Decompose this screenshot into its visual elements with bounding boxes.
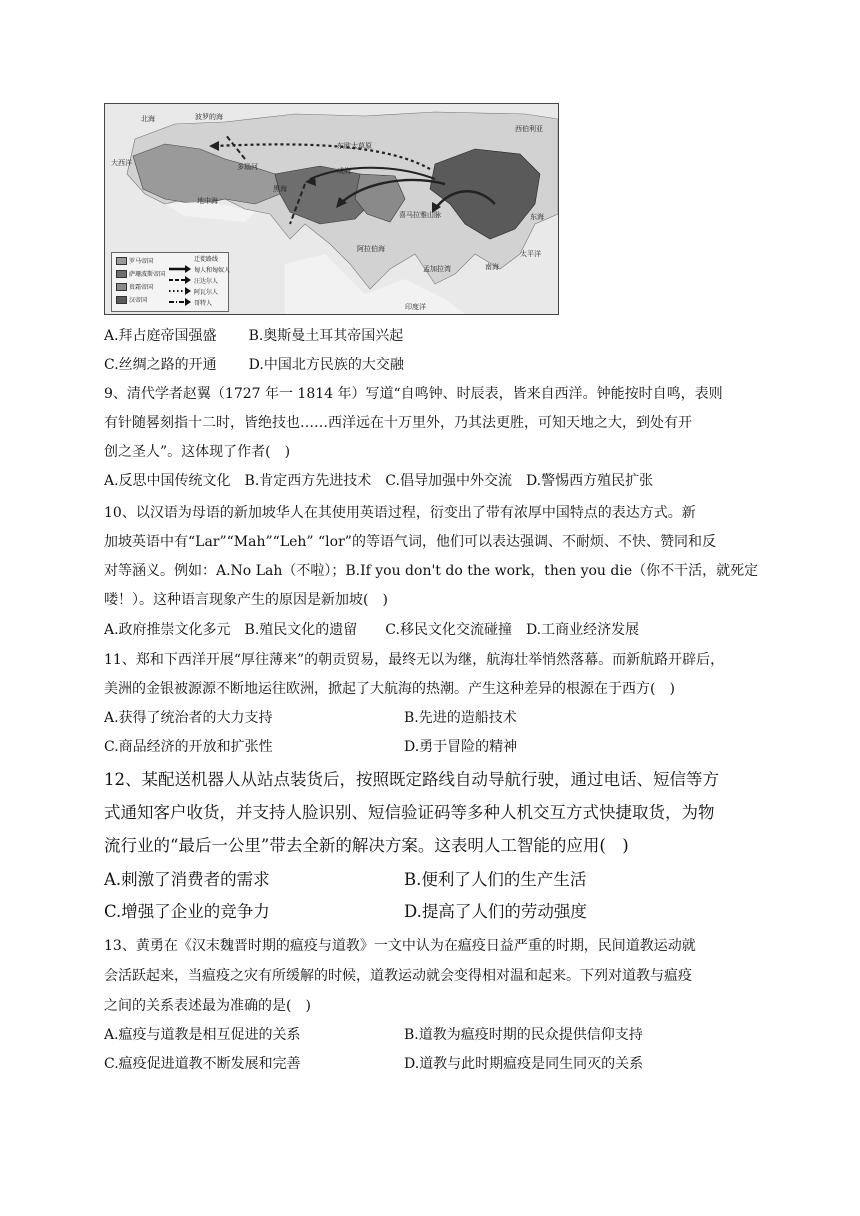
map-label-bengal: 孟加拉湾: [423, 265, 451, 273]
legend-item-han: 汉帝国: [129, 297, 148, 304]
q9-stem-line-1: 9、清代学者赵翼（1727 年一 1814 年）写道“自鸣钟、时辰表，皆来自西洋。钟能按时自鸣，表则: [104, 386, 723, 402]
legend-swatch-kushan: [116, 283, 127, 291]
legend-item-sasanian: 萨珊波斯帝国: [129, 271, 166, 278]
map-label-siberia: 西伯利亚: [515, 125, 543, 133]
legend-route-goths: 哥特人: [194, 300, 213, 307]
q13-option-c: C.瘟疫促进道教不断发展和完善: [104, 1056, 301, 1072]
map-label-himalaya: 喜马拉雅山脉: [399, 211, 441, 219]
legend-route-migration: 迁徙路线: [194, 256, 219, 263]
map-label-pacific: 太平洋: [520, 250, 541, 258]
legend-swatch-roman: [116, 257, 127, 265]
q10-stem-line-3: 对等涵义。例如：A.No Lah（不啦）；B.If you don't do the work，then you die（你不干活，就死定: [104, 563, 759, 579]
map-label-caspian: 咸海: [337, 167, 351, 175]
legend-item-roman: 罗马帝国: [129, 258, 154, 265]
q8-option-d: D.中国北方民族的大交融: [248, 357, 404, 373]
q13-option-b: B.道教为瘟疫时期的民众提供信仰支持: [404, 1027, 643, 1043]
q10-stem-line-2: 加坡英语中有“Lar”“Mah”“Leh” “lor”的等语气词，他们可以表达强调、不耐烦、不快、赞同和反: [104, 534, 716, 550]
q13-option-d: D.道教与此时期瘟疫是同生同灭的关系: [404, 1056, 644, 1072]
q11-stem-line-2: 美洲的金银被源源不断地运往欧洲，掀起了大航海的热潮。产生这种差异的根源在于西方( ): [104, 681, 675, 697]
q8-options-row-1: [104, 326, 403, 346]
q8-option-c: C.丝绸之路的开通: [104, 357, 217, 373]
q13-stem-line-2: 会活跃起来，当瘟疫之灾有所缓解的时候，道教运动就会变得相对温和起来。下列对道教与瘟疫: [104, 968, 692, 984]
migration-map-figure: [104, 103, 559, 315]
map-label-south-sea: 南海: [485, 263, 499, 271]
q11-option-a: A.获得了统治者的大力支持: [104, 710, 273, 726]
legend-swatch-sasanian: [116, 270, 127, 278]
legend-route-vandals: 汪达尔人: [194, 278, 219, 285]
map-label-danube: 多瑙河: [237, 163, 258, 171]
map-label-mediterranean: 地中海: [197, 197, 218, 205]
map-label-east-europe-steppe: 东欧大草原: [337, 142, 372, 150]
map-label-arabian-sea: 阿拉伯海: [357, 245, 385, 253]
q10-stem-line-1: 10、以汉语为母语的新加坡华人在其使用英语过程，衍变出了带有浓厚中国特点的表达方式。新: [104, 505, 696, 521]
map-label-atlantic: 大西洋: [111, 159, 132, 167]
q9-options: A.反思中国传统文化 B.肯定西方先进技术 C.倡导加强中外交流 D.警惕西方殖民扩张: [104, 473, 654, 489]
q12-option-a: A.刺激了消费者的需求: [104, 870, 270, 889]
q9-stem-line-3: 创之圣人”。这体现了作者( ): [104, 444, 291, 460]
q8-option-a: A.拜占庭帝国强盛: [104, 328, 217, 344]
legend-arrow-symbols: [167, 253, 193, 311]
q12-stem-line-1: 12、某配送机器人从站点装货后，按照既定路线自动导航行驶，通过电话、短信等方: [104, 770, 719, 789]
map-label-black-sea: 黑海: [273, 185, 287, 193]
q9-stem-line-2: 有针随晷刻指十二时，皆绝技也……西洋远在十万里外，乃其法更胜，可知天地之大，到处有开: [104, 415, 692, 431]
legend-swatch-han: [116, 296, 127, 304]
q10-stem-line-4: 喽！）。这种语言现象产生的原因是新加坡( ): [104, 592, 388, 608]
q10-options: A.政府推崇文化多元 B.殖民文化的遗留 C.移民文化交流碰撞 D.工商业经济发展: [104, 622, 640, 638]
legend-route-huns: 匈人和匈奴人: [194, 267, 231, 274]
q12-stem-line-2: 式通知客户收货，并支持人脸识别、短信验证码等多种人机交互方式快捷取货，为物: [104, 803, 715, 822]
q8-options-row-2: [104, 355, 404, 375]
q12-option-c: C.增强了企业的竞争力: [104, 902, 270, 921]
map-label-baltic: 波罗的海: [195, 113, 223, 121]
q12-option-b: B.便利了人们的生产生活: [404, 870, 587, 889]
q8-option-b: B.奥斯曼土耳其帝国兴起: [248, 328, 404, 344]
q12-stem-line-3: 流行业的“最后一公里”带去全新的解决方案。这表明人工智能的应用( ): [104, 836, 629, 855]
map-label-east-sea: 东海: [530, 213, 544, 221]
map-legend: [111, 252, 229, 312]
q11-option-d: D.勇于冒险的精神: [404, 739, 518, 755]
q12-option-d: D.提高了人们的劳动强度: [404, 902, 587, 921]
q13-option-a: A.瘟疫与道教是相互促进的关系: [104, 1027, 301, 1043]
q13-stem-line-3: 之间的关系表述最为准确的是( ): [104, 998, 311, 1014]
map-label-indian-ocean: 印度洋: [405, 303, 426, 311]
q13-stem-line-1: 13、黄勇在《汉末魏晋时期的瘟疫与道教》一文中认为在瘟疫日益严重的时期，民间道教运动就: [104, 938, 696, 954]
q11-option-b: B.先进的造船技术: [404, 710, 517, 726]
legend-route-avars: 阿瓦尔人: [194, 289, 219, 296]
q11-option-c: C.商品经济的开放和扩张性: [104, 739, 273, 755]
legend-item-kushan: 贵霜帝国: [129, 284, 154, 291]
map-label-north-sea: 北海: [141, 115, 155, 123]
q11-stem-line-1: 11、郑和下西洋开展“厚往薄来”的朝贡贸易，最终无以为继，航海壮举悄然落幕。而新航路开辟后，: [104, 652, 725, 668]
